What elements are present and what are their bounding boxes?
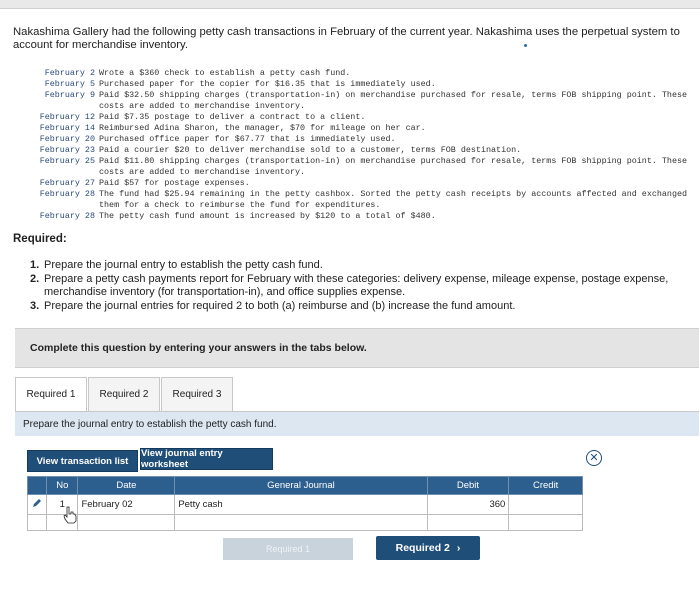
required-heading: Required: xyxy=(13,233,67,245)
transaction-text: Paid $11.80 shipping charges (transportation-in) on merchandise purchased for resale, terms FOB shipping point. These costs are added to merchandise inventory. xyxy=(99,156,688,177)
tab-required-3[interactable]: Required 3 xyxy=(161,377,233,412)
transaction-text: Paid $32.50 shipping charges (transportation-in) on merchandise purchased for resale, terms FOB shipping point. These costs are added to merchandise inventory. xyxy=(99,90,688,111)
transaction-row xyxy=(13,211,697,222)
required-text: Prepare the journal entry to establish the petty cash fund. xyxy=(44,259,323,271)
journal-table xyxy=(27,476,583,531)
transaction-date: February 23 xyxy=(39,145,95,155)
edit-column-header xyxy=(28,477,47,495)
transaction-date: February 5 xyxy=(44,79,95,89)
transaction-date: February 28 xyxy=(39,211,95,221)
transaction-row xyxy=(13,123,697,134)
instructions-banner xyxy=(15,328,699,368)
required-number: 1. xyxy=(30,259,40,271)
blank-cell xyxy=(28,515,47,531)
required-text: Prepare the journal entries for required 2 to both (a) reimburse and (b) increase the fund amount. xyxy=(44,299,516,312)
transaction-date: February 20 xyxy=(39,134,95,144)
edit-cell[interactable] xyxy=(28,495,47,515)
entry-date: February 02 xyxy=(78,495,175,515)
table-row[interactable] xyxy=(28,495,583,515)
transaction-date: February 28 xyxy=(39,189,95,199)
no-column-header: No xyxy=(47,477,78,495)
required-number: 2. xyxy=(30,272,40,285)
entry-number: 1 xyxy=(47,495,78,515)
debit-column-header: Debit xyxy=(427,477,509,495)
required-list xyxy=(30,259,700,313)
transaction-row xyxy=(13,90,697,112)
previous-required-label: Required 1 xyxy=(265,544,311,554)
transaction-row xyxy=(13,178,697,189)
required-number: 3. xyxy=(30,299,40,312)
required-item xyxy=(30,300,700,314)
entry-credit xyxy=(509,495,583,515)
tab-bar xyxy=(15,377,699,414)
top-border xyxy=(0,0,700,9)
tab-required-1[interactable]: Required 1 xyxy=(15,377,87,412)
account-column-header: General Journal xyxy=(175,477,427,495)
transaction-text: Reimbursed Adina Sharon, the manager, $70 for mileage on her car. xyxy=(99,123,426,133)
pencil-icon[interactable] xyxy=(32,498,42,508)
instructions-text: Complete this question by entering your answers in the tabs below. xyxy=(30,342,367,354)
view-transaction-list-button[interactable]: View transaction list xyxy=(27,450,138,472)
transaction-row xyxy=(13,189,697,211)
marker-dot xyxy=(524,44,527,47)
blank-cell xyxy=(509,515,583,531)
close-icon[interactable]: ✕ xyxy=(586,450,602,466)
transaction-date: February 12 xyxy=(39,112,95,122)
blank-cell xyxy=(175,515,427,531)
transaction-list xyxy=(13,68,697,222)
transaction-text: Wrote a $360 check to establish a petty cash fund. xyxy=(99,68,351,78)
date-column-header: Date xyxy=(78,477,175,495)
next-required-label: Required 2 xyxy=(395,542,450,554)
view-journal-worksheet-button[interactable]: View journal entry worksheet xyxy=(140,448,273,470)
blank-cell xyxy=(78,515,175,531)
required-text: Prepare a petty cash payments report for February with these categories: delivery expense, mileage expense, postage expense, merchandise inventory (for transportation-in), and office supplies expense. xyxy=(44,272,669,298)
tab-instruction-bar xyxy=(15,411,699,436)
transaction-row xyxy=(13,112,697,123)
transaction-row xyxy=(13,79,697,90)
previous-required-button xyxy=(223,538,353,560)
transaction-date: February 27 xyxy=(39,178,95,188)
credit-column-header: Credit xyxy=(509,477,583,495)
transaction-text: The petty cash fund amount is increased by $120 to a total of $480. xyxy=(99,211,436,221)
transaction-text: The fund had $25.94 remaining in the petty cashbox. Sorted the petty cash receipts by accounts affected and exchanged them for a check to reimburse the fund for expenditures. xyxy=(99,189,688,210)
transaction-row xyxy=(13,134,697,145)
transaction-date: February 14 xyxy=(39,123,95,133)
chevron-right-icon: › xyxy=(456,542,461,554)
transaction-text: Paid $7.35 postage to deliver a contract to a client. xyxy=(99,112,366,122)
transaction-date: February 9 xyxy=(44,90,95,100)
table-row xyxy=(28,515,583,531)
transaction-date: February 2 xyxy=(44,68,95,78)
transaction-text: Purchased office paper for $67.77 that is immediately used. xyxy=(99,134,396,144)
transaction-text: Paid a courier $20 to deliver merchandise sold to a customer, terms FOB destination. xyxy=(99,145,522,155)
required-item xyxy=(30,259,700,273)
tab-instruction: Prepare the journal entry to establish the petty cash fund. xyxy=(23,419,277,430)
tab-required-2[interactable]: Required 2 xyxy=(88,377,160,412)
transaction-text: Purchased paper for the copier for $16.35 that is immediately used. xyxy=(99,79,436,89)
journal-header-row xyxy=(28,477,583,495)
next-required-button[interactable] xyxy=(376,536,480,560)
transaction-row xyxy=(13,145,697,156)
entry-debit: 360 xyxy=(427,495,509,515)
problem-intro: Nakashima Gallery had the following petty cash transactions in February of the current year. Nakashima uses the perpetual system to account for merchandise inventory. xyxy=(13,26,680,51)
hand-cursor-icon xyxy=(62,506,78,524)
transaction-date: February 25 xyxy=(39,156,95,166)
transaction-text: Paid $57 for postage expenses. xyxy=(99,178,250,188)
transaction-row xyxy=(13,68,697,79)
entry-account: Petty cash xyxy=(175,495,427,515)
transaction-row xyxy=(13,156,697,178)
required-item xyxy=(30,273,700,300)
blank-cell xyxy=(427,515,509,531)
